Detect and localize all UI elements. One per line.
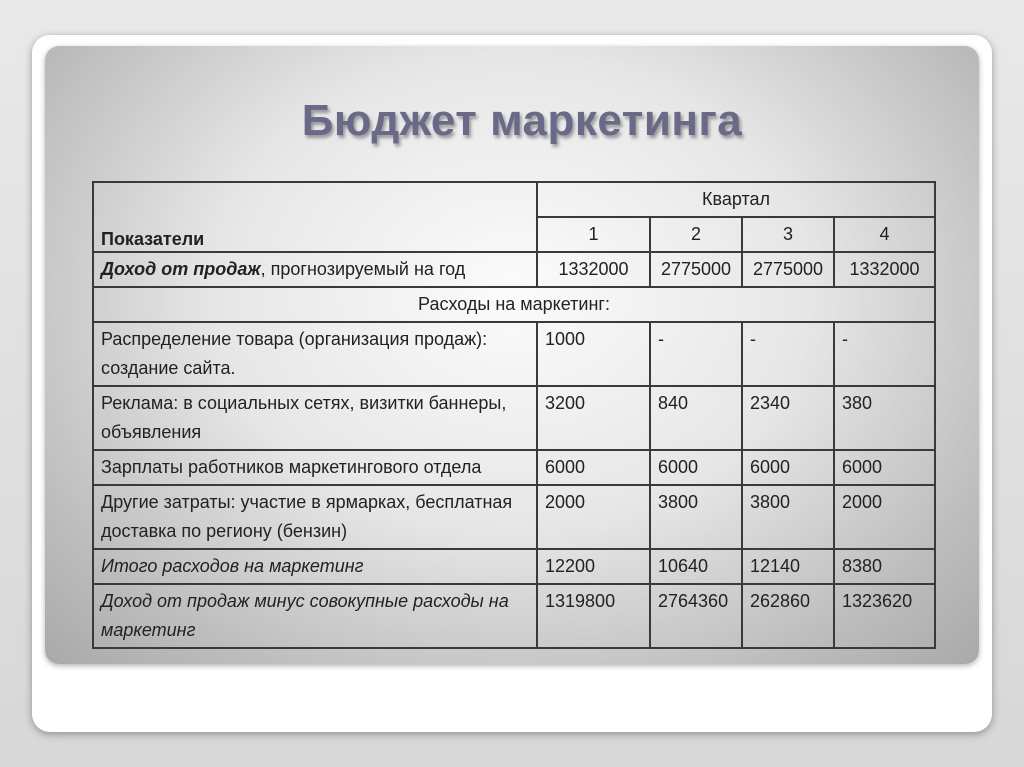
- cell-q3: 3800: [742, 485, 834, 549]
- section-row: [93, 287, 935, 322]
- revenue-label: [93, 252, 537, 287]
- cell-q3: 6000: [742, 450, 834, 485]
- total-q2: 10640: [650, 549, 742, 584]
- net-q2: 2764360: [650, 584, 742, 648]
- quarter-1: 1: [537, 217, 650, 252]
- cell-q2: -: [650, 322, 742, 386]
- row-label: Распределение товара (организация продаж): создание сайта.: [93, 322, 537, 386]
- net-q1: 1319800: [537, 584, 650, 648]
- revenue-q1: 1332000: [537, 252, 650, 287]
- quarter-2: 2: [650, 217, 742, 252]
- net-row: [93, 584, 935, 648]
- cell-q1: 1000: [537, 322, 650, 386]
- cell-q2: 6000: [650, 450, 742, 485]
- row-label: Реклама: в социальных сетях, визитки баннеры, объявления: [93, 386, 537, 450]
- revenue-label-rest: , прогнозируемый на год: [260, 259, 466, 279]
- row-label: Зарплаты работников маркетингового отдела: [93, 450, 537, 485]
- cell-q2: 3800: [650, 485, 742, 549]
- cell-q4: 380: [834, 386, 935, 450]
- cell-q4: 6000: [834, 450, 935, 485]
- slide-title: Бюджет маркетинга: [301, 96, 743, 145]
- total-row: [93, 549, 935, 584]
- cell-q2: 840: [650, 386, 742, 450]
- table-row: [93, 450, 935, 485]
- revenue-row: [93, 252, 935, 287]
- budget-table: [92, 181, 936, 649]
- indicators-header: Показатели: [93, 182, 537, 252]
- net-q4: 1323620: [834, 584, 935, 648]
- cell-q3: -: [742, 322, 834, 386]
- total-q1: 12200: [537, 549, 650, 584]
- header-row: [93, 182, 935, 217]
- total-q4: 8380: [834, 549, 935, 584]
- cell-q1: 2000: [537, 485, 650, 549]
- quarter-3: 3: [742, 217, 834, 252]
- cell-q4: 2000: [834, 485, 935, 549]
- table-row: [93, 485, 935, 549]
- quarter-header: Квартал: [537, 182, 935, 217]
- revenue-label-bold: Доход от продаж: [101, 259, 261, 279]
- net-q3: 262860: [742, 584, 834, 648]
- marketing-expenses-section: Расходы на маркетинг:: [93, 287, 935, 322]
- quarter-4: 4: [834, 217, 935, 252]
- total-q3: 12140: [742, 549, 834, 584]
- cell-q1: 6000: [537, 450, 650, 485]
- table-row: [93, 322, 935, 386]
- cell-q1: 3200: [537, 386, 650, 450]
- revenue-q4: 1332000: [834, 252, 935, 287]
- revenue-q2: 2775000: [650, 252, 742, 287]
- total-label: Итого расходов на маркетинг: [93, 549, 537, 584]
- table-row: [93, 386, 935, 450]
- row-label: Другие затраты: участие в ярмарках, бесплатная доставка по региону (бензин): [93, 485, 537, 549]
- net-label: Доход от продаж минус совокупные расходы на маркетинг: [93, 584, 537, 648]
- cell-q3: 2340: [742, 386, 834, 450]
- revenue-q3: 2775000: [742, 252, 834, 287]
- cell-q4: -: [834, 322, 935, 386]
